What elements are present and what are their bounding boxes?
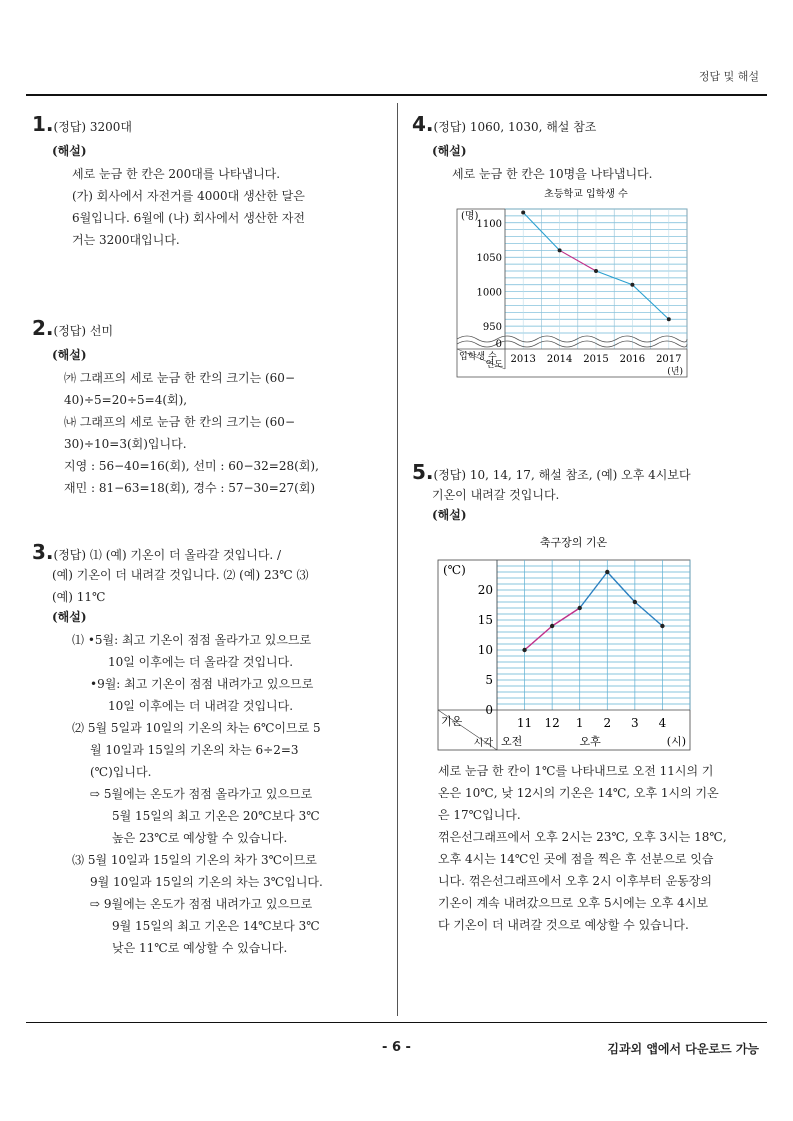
y-tick-label: 1000 <box>476 287 502 299</box>
explanation-line: ㈏ 그래프의 세로 눈금 한 칸의 크기는 (60− <box>64 415 295 429</box>
explanation-label: (해설) <box>432 508 467 522</box>
explanation-line: 낮은 11℃로 예상할 수 있습니다. <box>112 941 288 955</box>
footer-text: 김과외 앱에서 다운로드 가능 <box>607 1042 759 1056</box>
period-label: 오전 <box>501 735 523 748</box>
y-tick-label: 0 <box>495 339 502 350</box>
answer-line: 기온이 내려갈 것입니다. <box>432 488 560 502</box>
explanation-line: 니다. 꺾은선그래프에서 오후 2시 이후부터 운동장의 <box>438 874 712 888</box>
explanation <box>32 163 372 251</box>
data-point <box>667 317 671 321</box>
explanation-line: ⇨ 5월에는 온도가 점점 올라가고 있으므로 <box>90 787 313 801</box>
explanation-line: 은 17℃입니다. <box>438 808 521 822</box>
explanation-line: ⑵ 5월 5일과 10일의 기온의 차는 6℃이므로 5 <box>72 721 321 735</box>
x-tick-label: 2015 <box>583 354 609 365</box>
question-1 <box>32 112 372 251</box>
data-point <box>578 606 582 610</box>
answer: (정답) 1060, 1030, 해설 참조 <box>433 120 597 134</box>
temperature-chart <box>435 532 695 752</box>
explanation-line: 꺾은선그래프에서 오후 2시는 23℃, 오후 3시는 18℃, <box>438 830 727 844</box>
explanation-line: (가) 회사에서 자전거를 4000대 생산한 달은 <box>72 189 305 203</box>
x-tick-label: 2013 <box>510 354 536 365</box>
data-point <box>558 248 562 252</box>
x-tick-label: 2014 <box>546 354 573 365</box>
explanation-line: 30)÷10=3(회)입니다. <box>64 437 187 451</box>
y-tick-label: 950 <box>482 322 502 334</box>
axis-break <box>457 336 687 342</box>
data-point <box>521 210 525 214</box>
explanation-line: (℃)입니다. <box>90 765 152 779</box>
page-header: 정답 및 해설 <box>698 70 759 83</box>
explanation-line: 9월 15일의 최고 기온은 14℃보다 3℃ <box>112 919 320 933</box>
explanation-line: 세로 눈금 한 칸이 1℃를 나타내므로 오전 11시의 기 <box>438 764 714 778</box>
x-unit: (년) <box>667 367 683 377</box>
footer-rule <box>26 1022 767 1023</box>
page-number: - 6 - <box>382 1040 411 1055</box>
y-unit: (명) <box>461 211 479 222</box>
data-point <box>633 600 637 604</box>
explanation-label: (해설) <box>52 144 87 158</box>
answer: (정답) 3200대 <box>53 120 133 134</box>
x-unit: (시) <box>666 735 686 748</box>
question-5 <box>412 460 752 527</box>
question-5-explanation <box>438 760 753 936</box>
answer: (정답) 10, 14, 17, 해설 참조, (예) 오후 4시보다 <box>433 468 691 482</box>
explanation-line: ⇨ 9월에는 온도가 점점 내려가고 있으므로 <box>90 897 313 911</box>
explanation <box>32 367 372 499</box>
row-header: 시각 <box>473 738 493 749</box>
column-divider <box>397 103 398 1016</box>
row-header: 연도 <box>485 360 503 370</box>
data-point <box>522 648 526 652</box>
y-tick-label: 1100 <box>476 218 502 230</box>
y-tick-label: 5 <box>485 673 493 687</box>
question-3 <box>32 540 372 959</box>
x-tick-label: 4 <box>658 716 667 730</box>
axis-break <box>457 341 687 347</box>
x-tick-label: 1 <box>575 716 584 730</box>
chart-frame <box>438 560 690 750</box>
question-number: 1. <box>32 112 54 136</box>
question-number: 4. <box>412 112 434 136</box>
y-tick-label: 15 <box>477 613 493 627</box>
header-rule <box>26 94 767 96</box>
answer: (정답) ⑴ (예) 기온이 더 올라갈 것입니다. / <box>53 548 282 562</box>
series-segment <box>607 572 635 602</box>
y-tick-label: 20 <box>477 583 493 597</box>
explanation-line: •9월: 최고 기온이 점점 내려가고 있으므로 <box>90 677 314 691</box>
explanation-label: (해설) <box>432 144 467 158</box>
explanation-line: 기온이 계속 내려갔으므로 오후 5시에는 오후 4시보 <box>438 896 708 910</box>
explanation-line: 높은 23℃로 예상할 수 있습니다. <box>112 831 288 845</box>
series-segment <box>552 608 580 626</box>
data-point <box>630 283 634 287</box>
explanation-line: ⑶ 5월 10일과 15일의 기온의 차가 3℃이므로 <box>72 853 317 867</box>
x-tick-label: 12 <box>544 716 560 730</box>
answer-line: (예) 11℃ <box>52 590 106 604</box>
row-header: 기온 <box>441 715 463 728</box>
explanation-line: ⑴ •5월: 최고 기온이 점점 올라가고 있으므로 <box>72 633 312 647</box>
explanation-line: 6월입니다. 6월에 (나) 회사에서 생산한 자전 <box>72 211 305 225</box>
enrollment-chart <box>455 185 695 380</box>
question-number: 3. <box>32 540 54 564</box>
question-number: 5. <box>412 460 434 484</box>
explanation-label: (해설) <box>52 348 87 362</box>
explanation-line: 월 10일과 15일의 기온의 차는 6÷2=3 <box>90 743 299 757</box>
explanation <box>32 629 372 959</box>
data-point <box>605 570 609 574</box>
explanation-line: 세로 눈금 한 칸은 10명을 나타냅니다. <box>452 167 653 181</box>
explanation-label: (해설) <box>52 610 87 624</box>
x-tick-label: 2017 <box>656 354 682 365</box>
data-point <box>550 624 554 628</box>
x-tick-label: 3 <box>631 716 639 730</box>
explanation-line: 9월 10일과 15일의 기온의 차는 3℃입니다. <box>90 875 323 889</box>
x-tick-label: 2 <box>603 716 612 730</box>
explanation-line: 10일 이후에는 더 올라갈 것입니다. <box>108 655 294 669</box>
explanation <box>412 163 752 185</box>
explanation-line: 다 기온이 더 내려갈 것으로 예상할 수 있습니다. <box>438 918 689 932</box>
period-label: 오후 <box>579 735 601 748</box>
explanation-line: 오후 4시는 14℃인 곳에 점을 찍은 후 선분으로 잇습 <box>438 852 714 866</box>
chart-title: 축구장의 기온 <box>539 536 608 549</box>
x-tick-label: 2016 <box>619 354 646 365</box>
data-point <box>660 624 664 628</box>
explanation-line: 지영 : 56−40=16(회), 선미 : 60−32=28(회), <box>64 459 319 473</box>
chart-title: 초등학교 입학생 수 <box>544 189 628 200</box>
y-tick-label: 1050 <box>476 253 502 265</box>
explanation-line: 40)÷5=20÷5=4(회), <box>64 393 188 407</box>
explanation-line: 10일 이후에는 더 내려갈 것입니다. <box>108 699 294 713</box>
answer: (정답) 선미 <box>53 324 114 338</box>
y-tick-label: 10 <box>477 643 493 657</box>
question-2 <box>32 316 372 499</box>
explanation-line: 재민 : 81−63=18(회), 경수 : 57−30=27(회) <box>64 481 316 495</box>
row-header: 입학생 수 <box>459 352 497 362</box>
y-unit: (℃) <box>443 563 466 577</box>
question-4 <box>412 112 752 185</box>
answer-line: (예) 기온이 더 내려갈 것입니다. ⑵ (예) 23℃ ⑶ <box>52 568 309 582</box>
question-number: 2. <box>32 316 54 340</box>
explanation-line: 5월 15일의 최고 기온은 20℃보다 3℃ <box>112 809 320 823</box>
explanation-line: 온은 10℃, 낮 12시의 기온은 14℃, 오후 1시의 기온 <box>438 786 719 800</box>
data-point <box>594 269 598 273</box>
explanation-line: 세로 눈금 한 칸은 200대를 나타냅니다. <box>72 167 281 181</box>
y-tick-label: 0 <box>485 703 493 717</box>
explanation-line: ㈎ 그래프의 세로 눈금 한 칸의 크기는 (60− <box>64 371 295 385</box>
x-tick-label: 11 <box>516 716 533 730</box>
explanation-line: 거는 3200대입니다. <box>72 233 180 247</box>
